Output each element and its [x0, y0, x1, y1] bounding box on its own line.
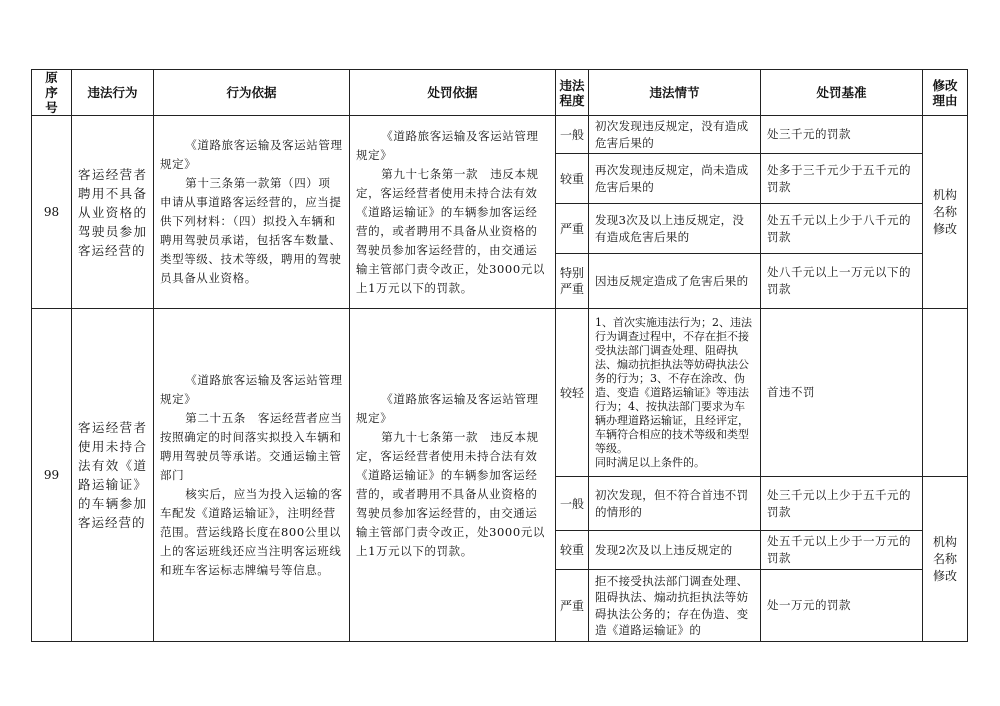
standard-cell: 处五千元以上少于八千元的罚款 [761, 204, 923, 254]
reason-cell: 机构名称修改 [923, 477, 968, 642]
degree-cell: 一般 [556, 116, 589, 154]
act-basis-article-cont: 核实后，应当为投入运输的客车配发《道路运输证》，注明经营范围。营运线路长度在800公里以上的客运班线还应当注明客运班线和班车客运标志牌编号等信息。 [160, 486, 343, 577]
penalty-basis-article: 第九十七条第一款 违反本规定，客运经营者使用未持合法有效《道路运输证》的车辆参加客运经营的，或者聘用不具备从业资格的驾驶员参加客运经营的，由交通运输主管部门责令改正，处3000元以上1万元以下的罚款。 [356, 429, 545, 558]
penalty-basis-article: 第九十七条第一款 违反本规定，客运经营者使用未持合法有效《道路运输证》的车辆参加客运经营的，或者聘用不具备从业资格的驾驶员参加客运经营的，由交通运输主管部门责令改正，处3000元以上1万元以下的罚款。 [356, 166, 545, 295]
header-standard: 处罚基准 [761, 70, 923, 116]
row-seq: 99 [32, 309, 72, 642]
standard-cell: 处一万元的罚款 [761, 570, 923, 642]
act-basis-article: 第二十五条 客运经营者应当按照确定的时间落实拟投入车辆和聘用驾驶员等承诺。交通运输主管部门 [160, 410, 343, 482]
circumstance-cell: 1、首次实施违法行为；2、违法行为调查过程中，不存在拒不接受执法部门调查处理、阻碍执法、煽动抗拒执法等妨碍执法公务的行为；3、不存在涂改、伪造、变造《道路运输证》等违法行为；4、按执法部门要求为车辆办理道路运输证，且经评定，车辆符合相应的技术等级和类型等级。 同时满足以上条件的。 [589, 309, 761, 477]
standard-cell: 处三千元以上少于五千元的罚款 [761, 477, 923, 531]
header-penalty-basis: 处罚依据 [350, 70, 556, 116]
circumstance-cell: 初次发现，但不符合首违不罚的情形的 [589, 477, 761, 531]
header-row [32, 70, 968, 116]
header-reason: 修改理由 [923, 70, 968, 116]
act-basis [154, 309, 350, 642]
act-basis-title: 《道路旅客运输及客运站管理规定》 [160, 372, 343, 406]
standard-cell: 处八千元以上一万元以下的罚款 [761, 254, 923, 309]
circumstance-cell: 因违反规定造成了危害后果的 [589, 254, 761, 309]
table-row [32, 116, 968, 154]
penalty-basis-title: 《道路旅客运输及客运站管理规定》 [356, 128, 539, 162]
circumstance-cell: 再次发现违反规定，尚未造成危害后果的 [589, 154, 761, 204]
table-row [32, 309, 968, 477]
penalty-basis-title: 《道路旅客运输及客运站管理规定》 [356, 391, 539, 425]
degree-cell: 一般 [556, 477, 589, 531]
standard-cell: 处多于三千元少于五千元的罚款 [761, 154, 923, 204]
header-seq: 原序号 [32, 70, 72, 116]
circumstance-cell: 发现3次及以上违反规定，没有造成危害后果的 [589, 204, 761, 254]
degree-cell: 较轻 [556, 309, 589, 477]
act-basis-article: 第十三条第一款第（四）项 申请从事道路客运经营的，应当提供下列材料：（四）拟投入车辆和聘用驾驶员承诺，包括客车数量、类型等级、技术等级，聘用的驾驶员具备从业资格。 [160, 176, 342, 285]
circumstance-cell: 初次发现违反规定，没有造成危害后果的 [589, 116, 761, 154]
standard-cell: 处三千元的罚款 [761, 116, 923, 154]
degree-cell: 严重 [556, 204, 589, 254]
header-circumstance: 违法情节 [589, 70, 761, 116]
standard-cell: 处五千元以上少于一万元的罚款 [761, 531, 923, 570]
header-degree: 违法程度 [556, 70, 589, 116]
act-basis-title: 《道路旅客运输及客运站管理规定》 [160, 138, 343, 171]
penalty-standard-table [31, 69, 968, 642]
circumstance-cell: 拒不接受执法部门调查处理、阻碍执法、煽动抗拒执法等妨碍执法公务的；存在伪造、变造《道路运输证》的 [589, 570, 761, 642]
reason-cell-empty [923, 309, 968, 477]
standard-cell: 首违不罚 [761, 309, 923, 477]
header-violation: 违法行为 [72, 70, 154, 116]
penalty-basis [350, 116, 556, 309]
penalty-basis [350, 309, 556, 642]
violation-text: 客运经营者使用未持合法有效《道路运输证》的车辆参加客运经营的 [72, 309, 154, 642]
circumstance-cell: 发现2次及以上违反规定的 [589, 531, 761, 570]
degree-cell: 严重 [556, 570, 589, 642]
header-act-basis: 行为依据 [154, 70, 350, 116]
degree-cell: 较重 [556, 531, 589, 570]
reason-cell: 机构名称修改 [923, 116, 968, 309]
degree-cell: 特别严重 [556, 254, 589, 309]
degree-cell: 较重 [556, 154, 589, 204]
act-basis [154, 116, 350, 309]
row-seq: 98 [32, 116, 72, 309]
violation-text: 客运经营者聘用不具备从业资格的驾驶员参加客运经营的 [72, 116, 154, 309]
